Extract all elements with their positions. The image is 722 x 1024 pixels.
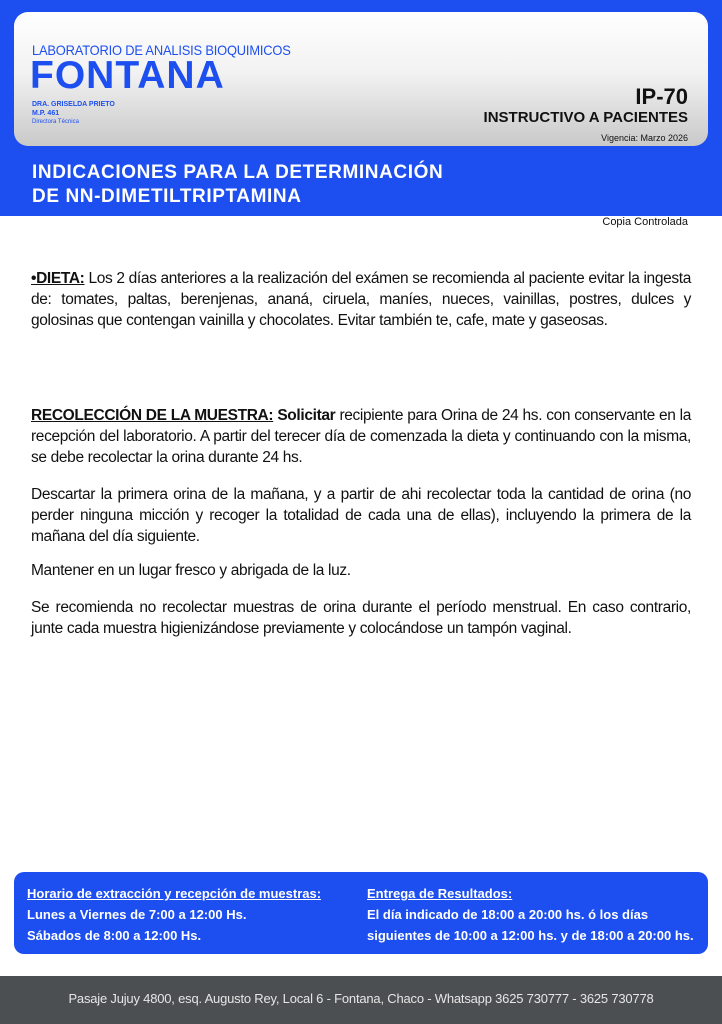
diet-text: Los 2 días anteriores a la realización del exámen se recomienda al paciente evitar la ingesta de: tomates, paltas, berenjenas, ananá, ciruela, maníes, nueces, vainillas, postres, dulces y golosinas que contengan vainilla y chocolates. Evitar también te, cafe, mate y gaseosas. (31, 270, 691, 329)
director-role: Directora Técnica (32, 119, 79, 125)
menstrual-paragraph (31, 597, 691, 639)
sample-hours-saturday: Sábados de 8:00 a 12:00 Hs. (27, 928, 202, 943)
director-license: M.P. 461 (32, 110, 60, 117)
storage-text: Mantener en un lugar fresco y abrigada de la luz. (31, 562, 351, 579)
schedule-box (14, 872, 708, 954)
results-delivery-heading: Entrega de Resultados: (367, 886, 513, 901)
results-delivery (367, 883, 694, 946)
document-validity: Vigencia: Marzo 2026 (601, 133, 688, 143)
diet-label: •DIETA: (31, 270, 85, 287)
document-code: IP-70 (635, 84, 688, 109)
sample-hours-heading: Horario de extracción y recepción de muestras: (27, 886, 322, 901)
page-title-line-2: DE NN-DIMETILTRIPTAMINA (32, 186, 302, 207)
director-name: DRA. GRISELDA PRIETO (32, 101, 115, 108)
results-delivery-line-1: El día indicado de 18:00 a 20:00 hs. ó los días (367, 907, 649, 922)
collection-bold-word: Solicitar (273, 407, 336, 424)
footer-address: Pasaje Jujuy 4800, esq. Augusto Rey, Local 6 - Fontana, Chaco - Whatsapp 3625 730777 - 3625 730778 (68, 991, 654, 1006)
discard-paragraph (31, 484, 691, 547)
page-title-line-1: INDICACIONES PARA LA DETERMINACIÓN (32, 162, 444, 183)
collection-label: RECOLECCIÓN DE LA MUESTRA: (31, 407, 274, 424)
diet-paragraph (31, 268, 691, 331)
document-type: INSTRUCTIVO A PACIENTES (483, 109, 688, 126)
menstrual-text: Se recomienda no recolectar muestras de orina durante el período menstrual. En caso contrario, junte cada muestra higienizándose previamente y colocándose un tampón vaginal. (31, 599, 691, 637)
collection-text: recipiente para Orina de 24 hs. con conservante en la recepción del laboratorio. A partir del terecer día de comenzada la dieta y continuando con la misma, se debe recolectar la orina durante 24 hs. (31, 407, 691, 466)
footer (0, 976, 722, 1024)
brand-logo: FONTANA (30, 54, 225, 97)
controlled-copy-note: Copia Controlada (602, 216, 688, 228)
lab-name: LABORATORIO DE ANALISIS BIOQUIMICOS (32, 42, 291, 58)
sample-hours (27, 883, 321, 946)
sample-hours-weekdays: Lunes a Viernes de 7:00 a 12:00 Hs. (27, 907, 247, 922)
page-title (32, 161, 443, 209)
results-delivery-line-2: siguientes de 10:00 a 12:00 hs. y de 18:00 a 20:00 hs. (367, 928, 694, 943)
collection-paragraph (31, 405, 691, 468)
header-card (14, 12, 708, 146)
storage-paragraph (31, 560, 691, 581)
discard-text: Descartar la primera orina de la mañana, y a partir de ahi recolectar toda la cantidad de orina (no perder ninguna micción y recoger la totalidad de cada una de ellas), incluyendo la primera de la mañana del día siguiente. (31, 486, 691, 545)
